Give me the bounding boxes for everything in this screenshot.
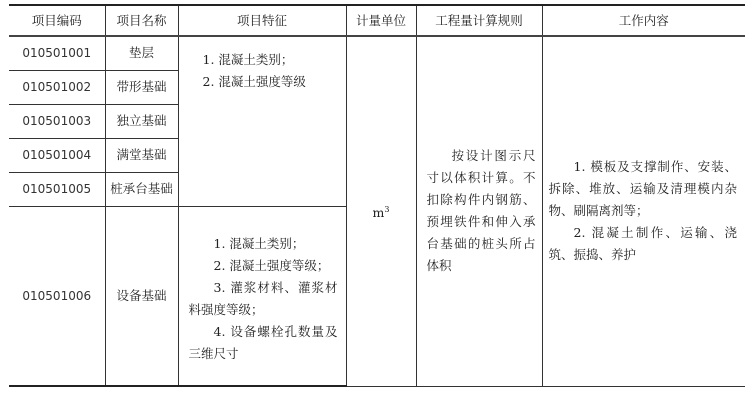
item-name: 带形基础 [105, 70, 178, 104]
unit-superscript: 3 [384, 204, 390, 214]
feature-line: 1. 混凝土类别； [213, 235, 305, 251]
header-row [9, 5, 745, 36]
header-calc-rule: 工程量计算规则 [416, 5, 542, 36]
bill-of-quantities-table [9, 4, 745, 387]
calc-rule-cell [416, 36, 542, 386]
header-item-features: 项目特征 [178, 5, 346, 36]
item-name: 独立基础 [105, 104, 178, 138]
item-name: 满堂基础 [105, 138, 178, 172]
unit-cell [346, 36, 416, 386]
features-cell-group2 [178, 206, 346, 386]
header-unit: 计量单位 [346, 5, 416, 36]
item-name: 垫层 [105, 36, 178, 70]
item-code: 010501005 [9, 172, 105, 206]
header-work-content: 工作内容 [542, 5, 745, 36]
work-content-cell [542, 36, 745, 386]
work-content-line: 2. 混凝土制作、运输、浇筑、振捣、养护 [548, 225, 737, 263]
item-name: 桩承台基础 [105, 172, 178, 206]
feature-line: 2. 混凝土强度等级 [202, 74, 306, 89]
features-cell-group1 [178, 36, 346, 206]
feature-line: 1. 混凝土类别； [202, 52, 294, 67]
feature-line: 3. 灌浆材料、灌浆材料强度等级； [188, 279, 338, 317]
item-code: 010501006 [9, 206, 105, 386]
item-code: 010501001 [9, 36, 105, 70]
header-item-code: 项目编码 [9, 5, 105, 36]
item-code: 010501004 [9, 138, 105, 172]
unit-base: m [372, 204, 385, 220]
header-item-name: 项目名称 [105, 5, 178, 36]
work-content-line: 1. 模板及支撑制作、安装、拆除、堆放、运输及清理模内杂物、刷隔离剂等； [548, 159, 737, 219]
item-code: 010501002 [9, 70, 105, 104]
item-name: 设备基础 [105, 206, 178, 386]
feature-line: 4. 设备螺栓孔数量及三维尺寸 [188, 323, 338, 361]
item-code: 010501003 [9, 104, 105, 138]
table-row [9, 36, 745, 70]
calc-rule-text: 按设计图示尺寸以体积计算。不扣除构件内钢筋、预埋铁件和伸入承台基础的桩头所占体积 [426, 148, 536, 274]
feature-line: 2. 混凝土强度等级； [213, 257, 330, 273]
